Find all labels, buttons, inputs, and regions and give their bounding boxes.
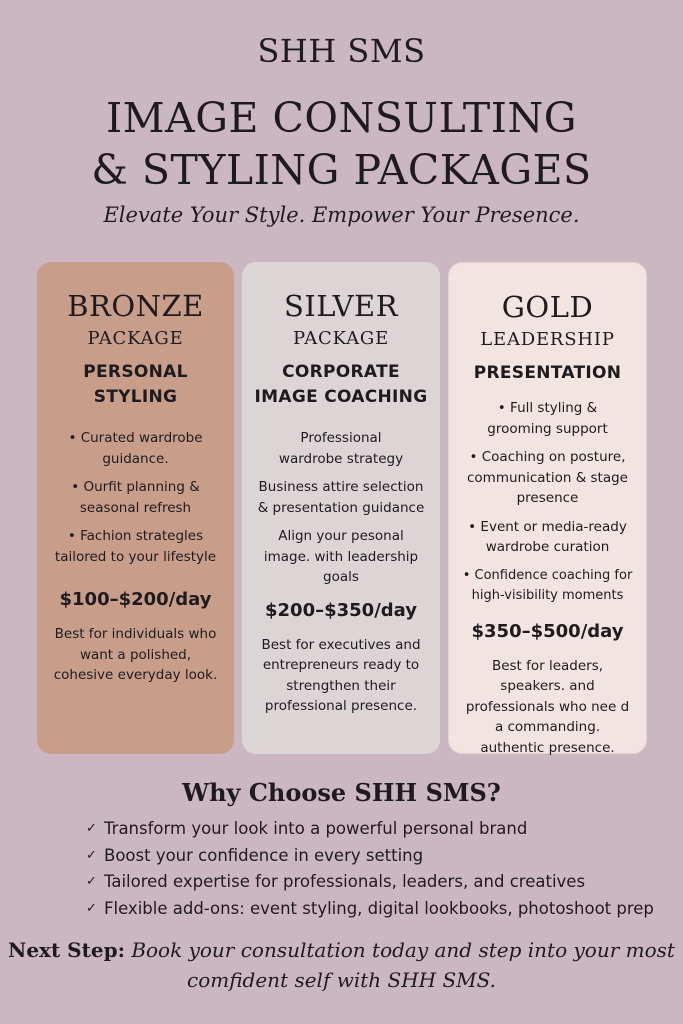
page-title-line-2: & STYLING PACKAGES xyxy=(91,146,592,194)
next-step xyxy=(0,935,683,995)
package-price: $200–$350/day xyxy=(265,599,417,621)
package-price: $350–$500/day xyxy=(471,620,624,642)
package-feature: • Event or media-ready wardrobe curation xyxy=(468,518,627,555)
check-icon: ✓ xyxy=(86,847,97,863)
package-tier: BRONZE xyxy=(67,289,204,323)
check-icon: ✓ xyxy=(86,874,97,889)
package-card-silver xyxy=(242,262,440,754)
package-feature: • Ourfit planning & seasonal refresh xyxy=(71,479,200,516)
package-note: Best for leaders, speakers. and professionals who nee d a commanding. authentic presence. xyxy=(465,657,630,756)
package-features xyxy=(45,428,226,567)
package-feature: • Fachion strategles tailored to your lifestyle xyxy=(54,528,217,565)
list-item-text: Transform your look into a powerful personal brand xyxy=(104,819,528,838)
list-item xyxy=(86,896,666,923)
package-subtitle-line-1: PERSONAL xyxy=(83,362,188,382)
list-item-text: Boost your confidence in every setting xyxy=(104,845,424,865)
package-price: $100–$200/day xyxy=(59,589,212,610)
next-step-text: Book your consultation today and step into your most comfident self with SHH SMS. xyxy=(131,938,675,992)
package-subtitle xyxy=(250,360,432,410)
package-feature: • Coaching on posture, communication & stage presence xyxy=(467,449,628,506)
package-feature: • Curated wardrobe guidance. xyxy=(68,430,203,467)
package-feature: • Confidence coaching for high-visibility moments xyxy=(462,567,633,603)
package-feature: Professional wardrobe strategy xyxy=(278,430,404,467)
package-note: Best for executives and entrepreneurs ready to strengthen their professional presence. xyxy=(261,636,421,714)
package-card-bronze xyxy=(37,262,234,754)
package-tier: GOLD xyxy=(501,290,594,324)
why-choose-list xyxy=(86,816,666,922)
check-icon: ✓ xyxy=(86,821,97,836)
package-label: LEADERSHIP xyxy=(480,329,615,350)
next-step-label: Next Step: xyxy=(8,938,125,962)
list-item-text: Flexible add-ons: event styling, digital lookbooks, photoshoot prep xyxy=(104,898,654,918)
package-label: PACKAGE xyxy=(292,328,390,349)
list-item xyxy=(86,843,666,870)
package-card-gold xyxy=(448,262,647,754)
package-subtitle xyxy=(45,360,226,410)
list-item xyxy=(86,816,666,843)
package-features xyxy=(250,428,432,588)
package-feature: • Full styling & grooming support xyxy=(487,400,608,437)
package-features xyxy=(457,398,638,607)
why-choose-heading: Why Choose SHH SMS? xyxy=(182,778,501,807)
package-feature: Business attire selection & presentation guidance xyxy=(257,479,425,516)
page-title xyxy=(0,92,683,196)
package-subtitle-line-1: PRESENTATION xyxy=(473,363,622,383)
package-note: Best for individuals who want a polished, cohesive everyday look. xyxy=(53,626,218,683)
package-feature: Align your pesonal image. with leadership goals xyxy=(263,528,419,585)
package-subtitle-line-2: STYLING xyxy=(93,387,178,407)
package-label: PACKAGE xyxy=(87,328,184,349)
package-subtitle xyxy=(457,361,638,386)
list-item-text: Tailored expertise for professionals, leaders, and creatives xyxy=(104,872,586,891)
package-subtitle-line-1: CORPORATE xyxy=(282,362,400,382)
package-tier: SILVER xyxy=(283,289,399,323)
page-title-line-1: IMAGE CONSULTING xyxy=(105,94,578,142)
package-subtitle-line-2: IMAGE COACHING xyxy=(254,387,428,407)
brand-name: SHH SMS xyxy=(257,32,426,70)
tagline: Elevate Your Style. Empower Your Presence. xyxy=(103,203,580,227)
list-item xyxy=(86,869,666,896)
check-icon: ✓ xyxy=(86,900,97,916)
